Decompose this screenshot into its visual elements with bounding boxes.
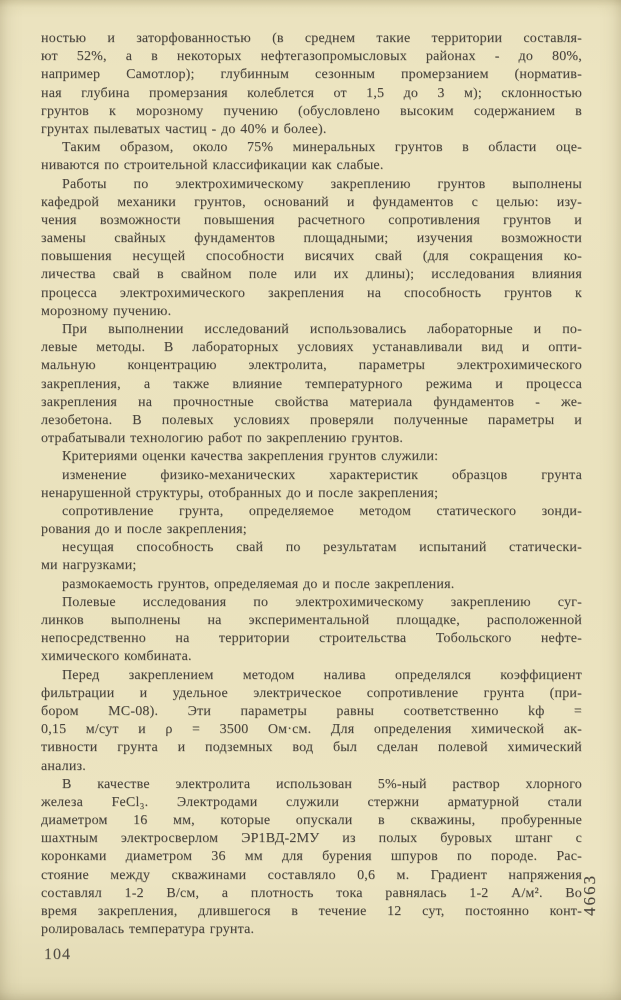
text-line: ми нагрузками; [41,558,137,574]
text-line: коронками диаметром 36 мм для бурения шпуров по породе. Рас- [41,849,582,865]
paragraph [41,503,582,539]
paragraph [41,448,582,466]
text-line: замены свайных фундаментов площадными; изучения возможности [41,231,582,247]
text-line: железа FeCl₃. Электродами служили стержни арматурной стали [41,794,582,810]
text-line: грунтах пылеватых частиц - до 40% и более). [41,121,327,137]
text-line: химического комбината. [41,649,192,665]
text-block [41,30,582,939]
paragraph [41,30,582,139]
text-line: непосредственно на территории строительства Тобольского нефте- [41,631,582,647]
text-line: повышения несущей способности висячих свай (для сокращения ко- [41,249,582,265]
text-line: например Самотлор); глубинным сезонным промерзанием (норматив- [41,67,582,83]
text-line: ниваются по строительной классификации как слабые. [41,158,384,174]
text-line: шахтным электросверлом ЭР1ВД-2МУ из полых буровых штанг с [41,831,582,847]
text-line: левые методы. В лабораторных условиях устанавливали вид и опти- [41,340,582,356]
text-line: 0,15 м/сут и ρ = 3500 Ом·см. Для определения химической ак- [41,722,582,738]
text-line: морозному пучению. [41,303,172,319]
text-line: кафедрой механики грунтов, оснований и фундаментов с целью: изу- [41,194,582,210]
text-line: чения возможности повышения расчетного сопротивления грунтов и [41,212,582,228]
paragraph [41,176,582,322]
text-line: лезобетона. В полевых условиях проверяли полученные параметры и [41,412,582,428]
text-line: диаметром 16 мм, которые опускали в скважины, пробуренные [41,813,582,829]
text-line: процесса электрохимического закрепления на способность грунтов к [41,285,582,301]
text-line: закрепления, а также влияние температурного режима и процесса [41,376,582,392]
text-line: стояние между скважинами составляло 0,6 м. Градиент напряжения [41,867,582,883]
text-line: Критериями оценки качества закрепления грунтов служили: [62,449,439,465]
paragraph [41,576,582,594]
text-line: грунтов к морозному пучению (обусловлено высоким содержанием в [41,103,582,119]
text-line: мальную концентрацию электролита, параметры электрохимического [41,358,582,374]
text-line: линков выполнены на экспериментальной площадке, расположенной [41,613,582,628]
text-line: рования до и после закрепления; [41,522,247,538]
paragraph [41,594,582,667]
text-line: Работы по электрохимическому закреплению грунтов выполнены [62,176,582,192]
text-line: Таким образом, около 75% минеральных грунтов в области оце- [62,140,582,156]
text-line: размокаемость грунтов, определяемая до и после закрепления. [62,576,455,592]
text-line: личества свай в свайном поле или их длины); исследования влияния [41,267,582,283]
text-line: сопротивление грунта, определяемое методом статического зонди- [62,503,582,519]
text-line: анализ. [41,758,86,774]
paragraph [41,776,582,940]
text-line: тивности грунта и подземных вод был сделан полевой химический [41,740,582,756]
text-line: ролировалась температура грунта. [41,922,255,938]
text-line: фильтрации и удельное электрическое сопротивление грунта (при- [41,685,582,701]
text-line: Полевые исследования по электрохимическому закреплению суг- [62,594,582,610]
archive-number: 4663 [580,874,599,916]
text-line: изменение физико-механических характеристик образцов грунта [62,467,582,483]
paragraph [41,139,582,175]
text-line: несущая способность свай по результатам испытаний статически- [62,540,582,556]
text-line: закрепления на прочностные свойства материала фундаментов - же- [41,394,582,410]
text-line: ют 52%, а в некоторых нефтегазопромысловых районах - до 80%, [41,49,582,65]
paragraph [41,667,582,776]
paragraph [41,467,582,503]
paragraph [41,539,582,575]
text-line: В качестве электролита использован 5%-ный раствор хлорного [62,776,582,792]
text-line: бором МС-08). Эти параметры равны соответственно kф = [41,703,582,719]
text-line: ненарушенной структуры, отобранных до и после закрепления; [41,485,439,501]
text-line: Перед закреплением методом налива определялся коэффициент [62,667,582,683]
text-line: отрабатывали технологию работ по закреплению грунтов. [41,431,404,447]
text-line: При выполнении исследований использовались лабораторные и по- [62,322,582,337]
text-line: время закрепления, длившегося в течение 12 сут, постоянно конт- [41,904,582,919]
paragraph [41,321,582,448]
text-line: ная глубина промерзания колеблется от 1,5 до 3 м); склонностью [41,85,582,101]
text-line: составлял 1-2 В/см, а плотность тока равнялась 1-2 А/м². Во [41,885,582,901]
page-number: 104 [44,946,71,963]
text-line: ностью и заторфованностью (в среднем такие территории составля- [41,31,582,46]
